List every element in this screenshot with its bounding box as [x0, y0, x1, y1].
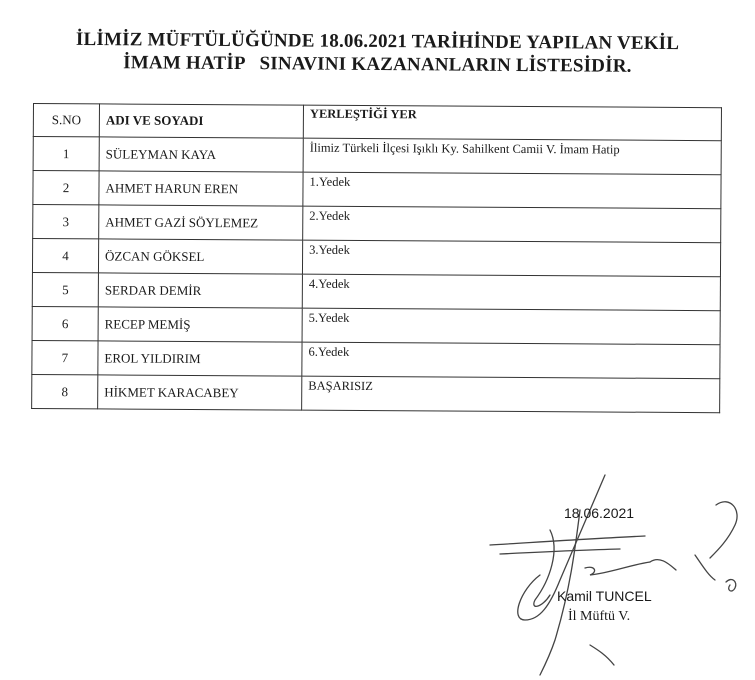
- table-row: [32, 272, 720, 310]
- row-name: HİKMET KARACABEY: [98, 375, 302, 410]
- row-place: 1.Yedek: [303, 172, 721, 209]
- document-title: [0, 27, 755, 78]
- row-sno: 3: [33, 205, 99, 239]
- title-line-1: İLİMİZ MÜFTÜLÜĞÜNDE 18.06.2021 TARİHİNDE YAPILAN VEKİL: [75, 28, 680, 55]
- row-sno: 2: [33, 171, 99, 205]
- title-line-2: İMAM HATİP SINAVINI KAZANANLARIN LİSTESİDİR.: [123, 52, 632, 77]
- row-sno: 7: [32, 340, 98, 374]
- row-place: BAŞARISIZ: [302, 376, 720, 413]
- header-place: YERLEŞTİĞİ YER: [303, 105, 721, 141]
- row-place: İlimiz Türkeli İlçesi Işıklı Ky. Sahilkent Camii V. İmam Hatip: [303, 138, 721, 175]
- row-name: AHMET GAZİ SÖYLEMEZ: [99, 205, 303, 240]
- row-place: 6.Yedek: [302, 342, 720, 379]
- row-name: RECEP MEMİŞ: [98, 307, 302, 342]
- row-sno: 6: [32, 306, 98, 340]
- row-name: AHMET HARUN EREN: [99, 171, 303, 206]
- row-name: SÜLEYMAN KAYA: [99, 137, 303, 172]
- row-place: 4.Yedek: [302, 274, 720, 311]
- row-name: ÖZCAN GÖKSEL: [98, 239, 302, 274]
- table-row: [33, 205, 721, 243]
- header-name: ADI VE SOYADI: [99, 104, 303, 138]
- table-row: [33, 137, 721, 175]
- table-row: [32, 239, 720, 277]
- row-place: 3.Yedek: [302, 240, 720, 277]
- signatory-name: Kamil TUNCEL: [557, 588, 652, 604]
- table-row: [32, 306, 720, 344]
- row-sno: 8: [32, 374, 98, 408]
- table-row: [32, 374, 720, 412]
- row-sno: 1: [33, 137, 99, 171]
- row-name: SERDAR DEMİR: [98, 273, 302, 308]
- signature-date: 18.06.2021: [564, 505, 635, 521]
- results-table: [31, 103, 722, 413]
- row-sno: 4: [32, 239, 98, 273]
- signatory-title: İl Müftü V.: [568, 609, 631, 624]
- signature-block: [480, 470, 750, 680]
- row-place: 2.Yedek: [303, 206, 721, 243]
- handwritten-signature: [480, 470, 750, 680]
- row-place: 5.Yedek: [302, 308, 720, 345]
- header-sno: S.NO: [33, 104, 99, 137]
- row-sno: 5: [32, 272, 98, 306]
- table-row: [32, 340, 720, 378]
- table-header-row: [33, 104, 721, 141]
- row-name: EROL YILDIRIM: [98, 341, 302, 376]
- table-row: [33, 171, 721, 209]
